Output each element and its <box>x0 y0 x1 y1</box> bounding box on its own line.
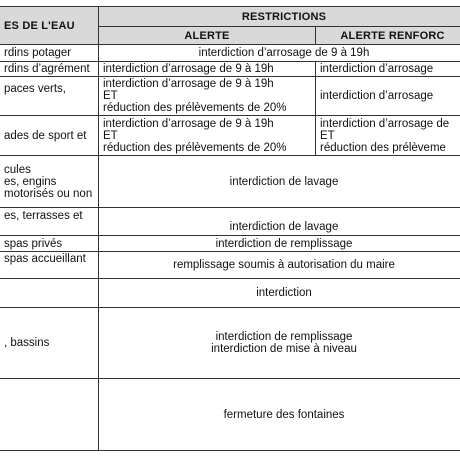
use-cell: spas privés <box>0 236 99 252</box>
use-cell: spas accueillant <box>0 252 99 279</box>
restriction-cell: interdiction de lavage <box>99 208 460 236</box>
restriction-cell: interdiction d’arrosage de 9 à 19h <box>99 45 460 62</box>
use-cell: rdins potager <box>0 45 99 62</box>
use-cell <box>0 379 99 451</box>
restriction-cell: interdiction <box>99 279 460 308</box>
header-alerte-renforcee: ALERTE RENFORC <box>316 27 460 45</box>
table-row <box>0 62 460 77</box>
table-row <box>0 208 460 236</box>
header-uses: ES DE L'EAU <box>0 7 99 45</box>
restriction-cell: remplissage soumis à autorisation du maire <box>99 252 460 279</box>
renforcee-cell: interdiction d’arrosage de ET réduction des prélèveme <box>316 116 460 156</box>
use-cell: paces verts, <box>0 77 99 116</box>
alerte-cell: interdiction d’arrosage de 9 à 19h ET réduction des prélèvements de 20% <box>99 77 316 116</box>
restriction-cell: interdiction de remplissage <box>99 236 460 252</box>
restrictions-table <box>0 6 460 451</box>
table-row <box>0 279 460 308</box>
table-row <box>0 77 460 116</box>
table-row <box>0 45 460 62</box>
alerte-cell: interdiction d’arrosage de 9 à 19h ET réduction des prélèvements de 20% <box>99 116 316 156</box>
table-row <box>0 156 460 208</box>
header-alerte: ALERTE <box>99 27 316 45</box>
renforcee-cell: interdiction d’arrosage <box>316 77 460 116</box>
table-row <box>0 116 460 156</box>
use-cell: ades de sport et <box>0 116 99 156</box>
use-cell: , bassins <box>0 308 99 379</box>
restriction-cell: interdiction de remplissage interdiction de mise à niveau <box>99 308 460 379</box>
use-cell <box>0 279 99 308</box>
header-restrictions: RESTRICTIONS <box>99 7 460 27</box>
restriction-cell: fermeture des fontaines <box>99 379 460 451</box>
table-row <box>0 236 460 252</box>
table-row <box>0 308 460 379</box>
restriction-cell: interdiction de lavage <box>99 156 460 208</box>
alerte-cell: interdiction d’arrosage de 9 à 19h <box>99 62 316 77</box>
use-cell: rdins d’agrément <box>0 62 99 77</box>
table-row <box>0 252 460 279</box>
table-row <box>0 379 460 451</box>
use-cell: cules es, engins motorisés ou non <box>0 156 99 208</box>
renforcee-cell: interdiction d’arrosage <box>316 62 460 77</box>
use-cell: es, terrasses et <box>0 208 99 236</box>
